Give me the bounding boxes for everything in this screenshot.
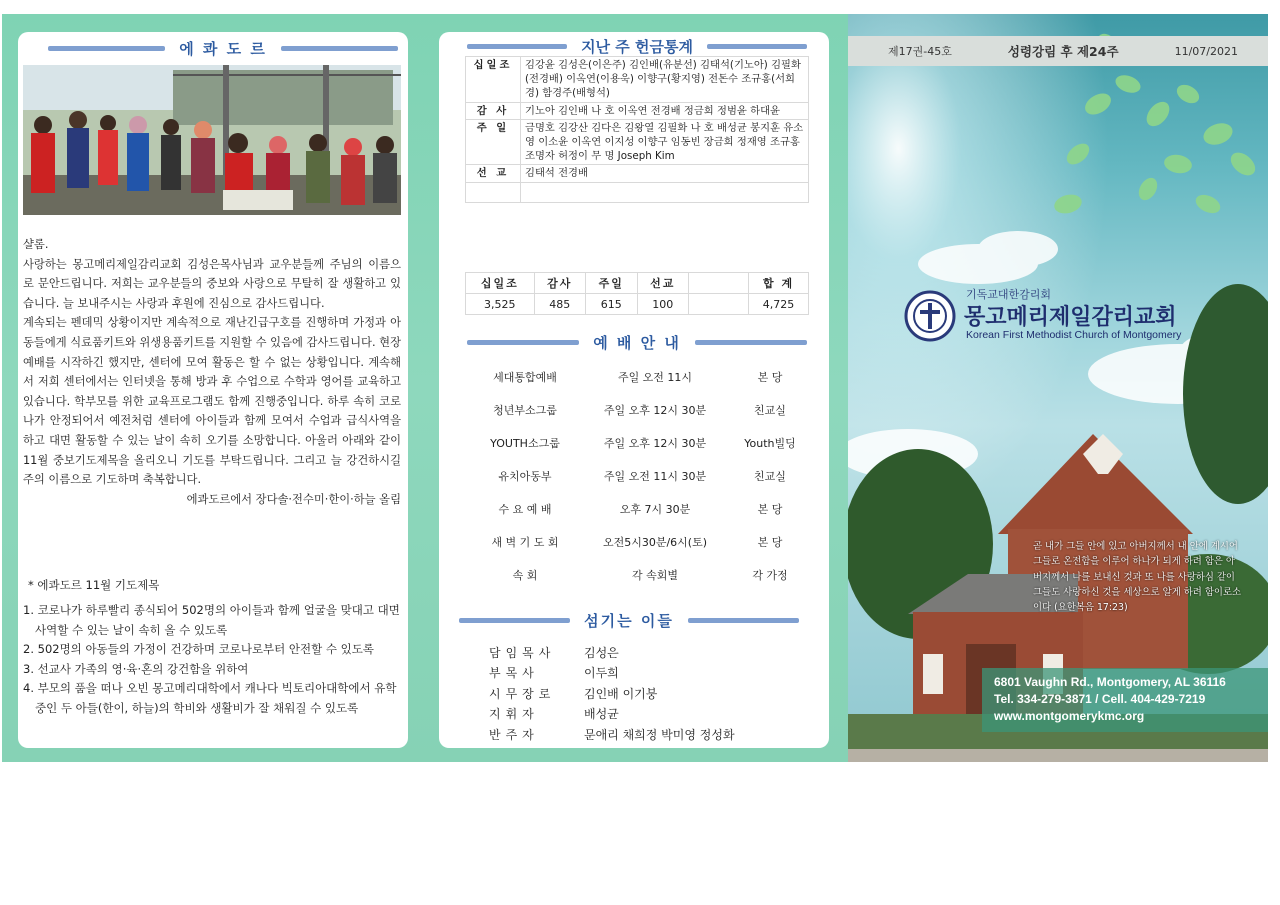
worship-place: 친교실 (754, 403, 786, 417)
bulletin-date: 11/07/2021 (1174, 44, 1238, 58)
mission-photo (23, 65, 401, 215)
denomination-name: 기독교대한감리회 (966, 288, 1052, 301)
summary-header: 감사 (534, 273, 586, 294)
worship-name: 새 벽 기 도 회 (491, 535, 559, 549)
summary-header: 합 계 (749, 273, 809, 294)
worship-row (465, 393, 815, 426)
summary-value: 4,725 (749, 294, 809, 315)
summary-value (689, 294, 749, 315)
bulletin-cover (848, 14, 1268, 762)
summary-value: 615 (586, 294, 638, 315)
staff-name: 이두희 (584, 666, 619, 681)
church-address: 6801 Vaughn Rd., Montgomery, AL 36116 (994, 675, 1226, 689)
staff-row (489, 663, 735, 684)
scripture-verse: 곧 내가 그들 안에 있고 아버지께서 내 안에 계시어 그들로 온전함을 이루어 하나가 되게 하려 함은 아버지께서 나를 보내신 것과 또 나를 사랑하심 같이 그들도 사랑하신 것을 세상으로 알게 하려 함이로소이다 (요한복음 17:23) (1033, 541, 1242, 614)
ecuador-heading-text: 에 콰 도 르 (179, 40, 267, 58)
heading-bar (467, 340, 579, 345)
table-row (466, 165, 809, 182)
worship-place: 본 당 (757, 370, 783, 384)
table-row (466, 102, 809, 119)
staff-row (489, 724, 735, 745)
summary-header (689, 273, 749, 294)
offering-heading-text: 지난 주 헌금통계 (581, 38, 693, 56)
summary-header-row (466, 273, 809, 294)
offering-names: 기노아 김인배 나 호 이옥연 전경배 정금희 정범윤 하대윤 (521, 102, 809, 119)
worship-place: Youth빌딩 (744, 436, 796, 450)
heading-bar (467, 44, 567, 49)
heading-bar (707, 44, 807, 49)
heading-bar (48, 46, 165, 51)
mission-letter (23, 235, 401, 509)
offering-summary-table (465, 272, 809, 315)
worship-time: 오후 7시 30분 (619, 502, 691, 516)
staff-role: 시무장로 (489, 686, 556, 701)
bulletin-sheet (2, 14, 1268, 762)
worship-time: 주일 오후 12시 30분 (603, 436, 707, 450)
church-name-english: Korean First Methodist Church of Montgomery (966, 329, 1182, 341)
staff-row (489, 683, 735, 704)
staff-row (489, 704, 735, 725)
staff-name: 김인배 이기붕 (584, 686, 658, 701)
worship-time: 각 속회별 (631, 568, 678, 582)
offering-category: 선 교 (466, 165, 521, 182)
letter-paragraph: 사랑하는 몽고메리제일감리교회 김성은목사님과 교우분들께 주님의 이름으로 문안드립니다. 저희는 교우분들의 중보와 사랑으로 무탈히 잘 생활하고 있습니다. 늘 보내주시는 사랑과 후원에 진심으로 감사드립니다. (23, 257, 401, 310)
offering-category: 감 사 (466, 102, 521, 119)
prayer-list (23, 601, 401, 719)
staff-name: 김성은 (584, 645, 619, 660)
worship-name: 속 회 (512, 568, 538, 582)
offering-names: 금명호 김강산 김다은 김왕열 김필화 나 호 배성균 봉지훈 유소영 이소윤 이옥연 이지성 이향구 임동빈 장금희 정재영 조규홍 조명자 허정이 무 명 Joseph Kim (521, 119, 809, 165)
table-row (466, 119, 809, 165)
staff-name: 배성균 (584, 707, 619, 722)
prayer-item: 3. 선교사 가족의 영·육·혼의 강건함을 위하여 (23, 661, 249, 676)
worship-row (465, 525, 815, 558)
church-phone: Tel. 334-279-3871 / Cell. 404-429-7219 (994, 692, 1206, 706)
summary-header: 주일 (586, 273, 638, 294)
summary-value-row (466, 294, 809, 315)
cover-illustration (848, 14, 1268, 762)
church-name-korean: 몽고메리제일감리교회 (964, 305, 1177, 330)
offering-names: 김강윤 김성은(이은주) 김인배(유분선) 김태석(기노아) 김필화(전경배) 이옥연(이용욱) 이향구(황지영) 전돈수 조규홍(서희경) 함경주(배형석) (521, 57, 809, 103)
summary-value: 485 (534, 294, 586, 315)
offering-category (466, 182, 521, 202)
summary-value: 3,525 (466, 294, 535, 315)
staff-heading-text: 섬기는 이들 (584, 612, 674, 630)
worship-heading-text: 예 배 안 내 (593, 334, 681, 352)
table-row (466, 57, 809, 103)
offering-table (465, 56, 809, 203)
worship-place: 친교실 (754, 469, 786, 483)
summary-header: 선교 (637, 273, 689, 294)
letter-signature: 에콰도르에서 장다솔·전수미·한이·하늘 올림 (186, 492, 401, 506)
offering-category: 십일조 (466, 57, 521, 103)
staff-row (489, 642, 735, 663)
offering-names (521, 182, 809, 202)
church-website: www.montgomerykmc.org (994, 709, 1145, 723)
worship-time: 오전5시30분/6시(토) (602, 535, 708, 549)
worship-name: 세대통합예배 (493, 370, 557, 384)
worship-time: 주일 오후 12시 30분 (603, 403, 707, 417)
volume-number: 제17권-45호 (888, 45, 952, 58)
info-panel (439, 32, 829, 748)
worship-time: 주일 오전 11시 30분 (603, 469, 707, 483)
cover-info-bar (848, 36, 1268, 66)
worship-name: 청년부소그룹 (493, 403, 557, 417)
table-row (466, 182, 809, 202)
worship-place: 본 당 (757, 502, 783, 516)
contact-box (982, 668, 1268, 732)
worship-row (465, 492, 815, 525)
staff-role: 반주자 (489, 727, 539, 742)
worship-row (465, 360, 815, 393)
prayer-item: 4. 부모의 품을 떠나 오빈 몽고메리대학에서 캐나다 빅토리아대학에서 유학중인 두 아들(한이, 하늘)의 학비와 생활비가 잘 채워질 수 있도록 (23, 681, 397, 715)
staff-heading (459, 610, 799, 631)
worship-place: 각 가정 (752, 568, 788, 582)
worship-name: 수 요 예 배 (498, 502, 552, 516)
staff-name: 문애리 채희정 박미영 정성화 (584, 727, 735, 742)
ecuador-heading (48, 38, 398, 59)
staff-role: 부목사 (489, 666, 539, 681)
offering-category: 주 일 (466, 119, 521, 165)
heading-bar (281, 46, 398, 51)
church-emblem-icon (904, 290, 956, 342)
worship-name: YOUTH소그룹 (490, 436, 560, 450)
church-logo (904, 284, 1264, 354)
staff-list (489, 642, 735, 745)
worship-schedule (465, 360, 815, 591)
worship-row (465, 459, 815, 492)
mission-photo-illustration (23, 65, 401, 215)
summary-header: 십일조 (466, 273, 535, 294)
prayer-item: 1. 코로나가 하루빨리 종식되어 502명의 아이들과 함께 얼굴을 맞대고 대면 사역할 수 있는 날이 속히 올 수 있도록 (23, 603, 400, 637)
prayer-item: 2. 502명의 아동들의 가정이 건강하며 코로나로부터 안전할 수 있도록 (23, 642, 374, 657)
prayer-title: * 에콰도르 11월 기도제목 (28, 578, 160, 592)
summary-value: 100 (637, 294, 689, 315)
worship-time: 주일 오전 11시 (617, 370, 693, 384)
worship-row (465, 558, 815, 591)
worship-row (465, 426, 815, 459)
ecuador-panel (18, 32, 408, 748)
staff-role: 지휘자 (489, 707, 539, 722)
heading-bar (688, 618, 799, 623)
letter-greeting: 샬롬. (23, 238, 49, 251)
letter-paragraph: 계속되는 펜데믹 상황이지만 계속적으로 재난긴급구호를 진행하며 가정과 아동들에게 식료품키트와 위생용품키트를 지원할 수 있음에 감사드립니다. 현장예배를 시작하긴 했지만, 센터에 모여 활동은 할 수 없는 상황입니다. 계속해서 저희 센터에서는 인터넷을 통해 방과 후 수업으로 수학과 영어를 교육하고 있습니다. 학부모를 위한 교육프로그램도 함께 진행중입니다. 하루 속히 코로나가 안정되어서 예전처럼 센터에 아이들과 함께 모여서 수업과 급식사역을 하고 대면 활동할 수 있는 날이 속히 오기를 소망합니다. 아울러 아래와 같이 11월 중보기도제목을 올리오니 기도를 부탁드립니다. 그리고 늘 강건하시길 주의 이름으로 기도하며 축복합니다. (23, 316, 401, 487)
offering-heading (467, 36, 807, 57)
heading-bar (459, 618, 570, 623)
worship-heading (467, 332, 807, 353)
liturgical-season: 성령강림 후 제24주 (1007, 44, 1119, 59)
worship-name: 유치아동부 (498, 469, 552, 483)
offering-names: 김태석 전경배 (521, 165, 809, 182)
staff-role: 담임목사 (489, 645, 556, 660)
worship-place: 본 당 (757, 535, 783, 549)
heading-bar (695, 340, 807, 345)
